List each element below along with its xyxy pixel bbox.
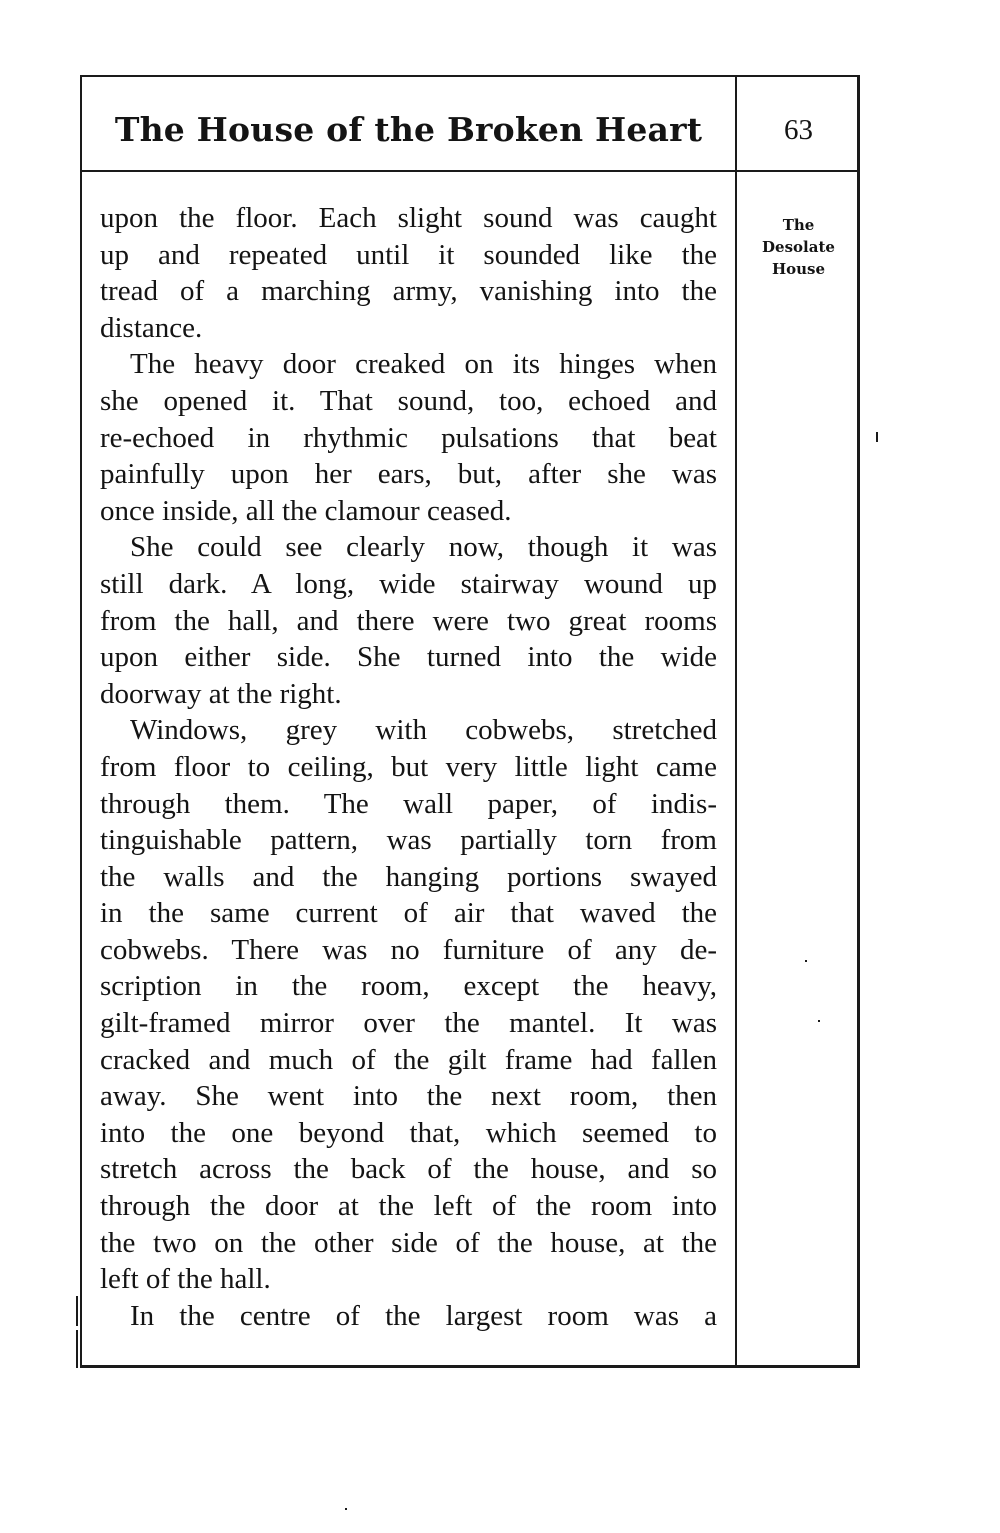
- text-line: re-echoed in rhythmic pulsations that beat: [100, 421, 717, 454]
- text-line: from floor to ceiling, but very little light came: [100, 750, 717, 783]
- marginal-note-line: The: [782, 216, 815, 234]
- text-line: the two on the other side of the house, at the: [100, 1226, 717, 1259]
- text-line: still dark. A long, wide stairway wound up: [100, 567, 717, 600]
- text-line: up and repeated until it sounded like the: [100, 238, 717, 271]
- scan-mark: [818, 1020, 820, 1022]
- text-line: gilt-framed mirror over the mantel. It was: [100, 1007, 717, 1040]
- marginal-note-line: Desolate: [762, 238, 835, 256]
- text-line: from the hall, and there were two great rooms: [100, 604, 717, 637]
- text-line: doorway at the right.: [100, 677, 342, 710]
- scan-mark: [76, 1296, 78, 1326]
- text-line: The heavy door creaked on its hinges when: [130, 348, 717, 381]
- running-title: The House of the Broken Heart: [114, 110, 703, 149]
- text-line: she opened it. That sound, too, echoed and: [100, 384, 717, 417]
- text-line: tread of a marching army, vanishing into the: [100, 275, 717, 308]
- text-line: tinguishable pattern, was partially torn from: [100, 824, 717, 857]
- text-line: through them. The wall paper, of indis-: [100, 787, 717, 820]
- text-line: painfully upon her ears, but, after she was: [100, 458, 717, 491]
- text-line: once inside, all the clamour ceased.: [100, 494, 512, 527]
- header-divider: [80, 170, 860, 172]
- text-line: distance.: [100, 311, 203, 344]
- scan-mark: [805, 960, 807, 962]
- body-text: [100, 200, 717, 1334]
- text-line: upon either side. She turned into the wide: [100, 641, 717, 674]
- page-number: 63: [784, 114, 813, 146]
- text-line: the walls and the hanging portions swayed: [100, 860, 717, 893]
- text-line: into the one beyond that, which seemed to: [100, 1116, 717, 1149]
- text-line: cracked and much of the gilt frame had fallen: [100, 1043, 717, 1076]
- marginal-note-line: House: [771, 260, 826, 278]
- text-line: She could see clearly now, though it was: [130, 531, 717, 564]
- text-line: scription in the room, except the heavy,: [100, 970, 717, 1003]
- text-line: through the door at the left of the room into: [100, 1190, 717, 1223]
- text-line: Windows, grey with cobwebs, stretched: [130, 714, 717, 747]
- text-line: upon the floor. Each slight sound was caught: [100, 202, 717, 234]
- text-line: cobwebs. There was no furniture of any de-: [100, 933, 717, 966]
- scan-mark: [345, 1508, 347, 1510]
- text-line: In the centre of the largest room was a: [130, 1299, 717, 1332]
- text-line: away. She went into the next room, then: [100, 1080, 717, 1113]
- marginal-note: [737, 214, 860, 280]
- scan-mark: [876, 432, 878, 442]
- text-line: stretch across the back of the house, and so: [100, 1153, 717, 1186]
- text-line: left of the hall.: [100, 1263, 271, 1296]
- text-line: in the same current of air that waved the: [100, 897, 717, 930]
- scan-mark: [76, 1330, 78, 1368]
